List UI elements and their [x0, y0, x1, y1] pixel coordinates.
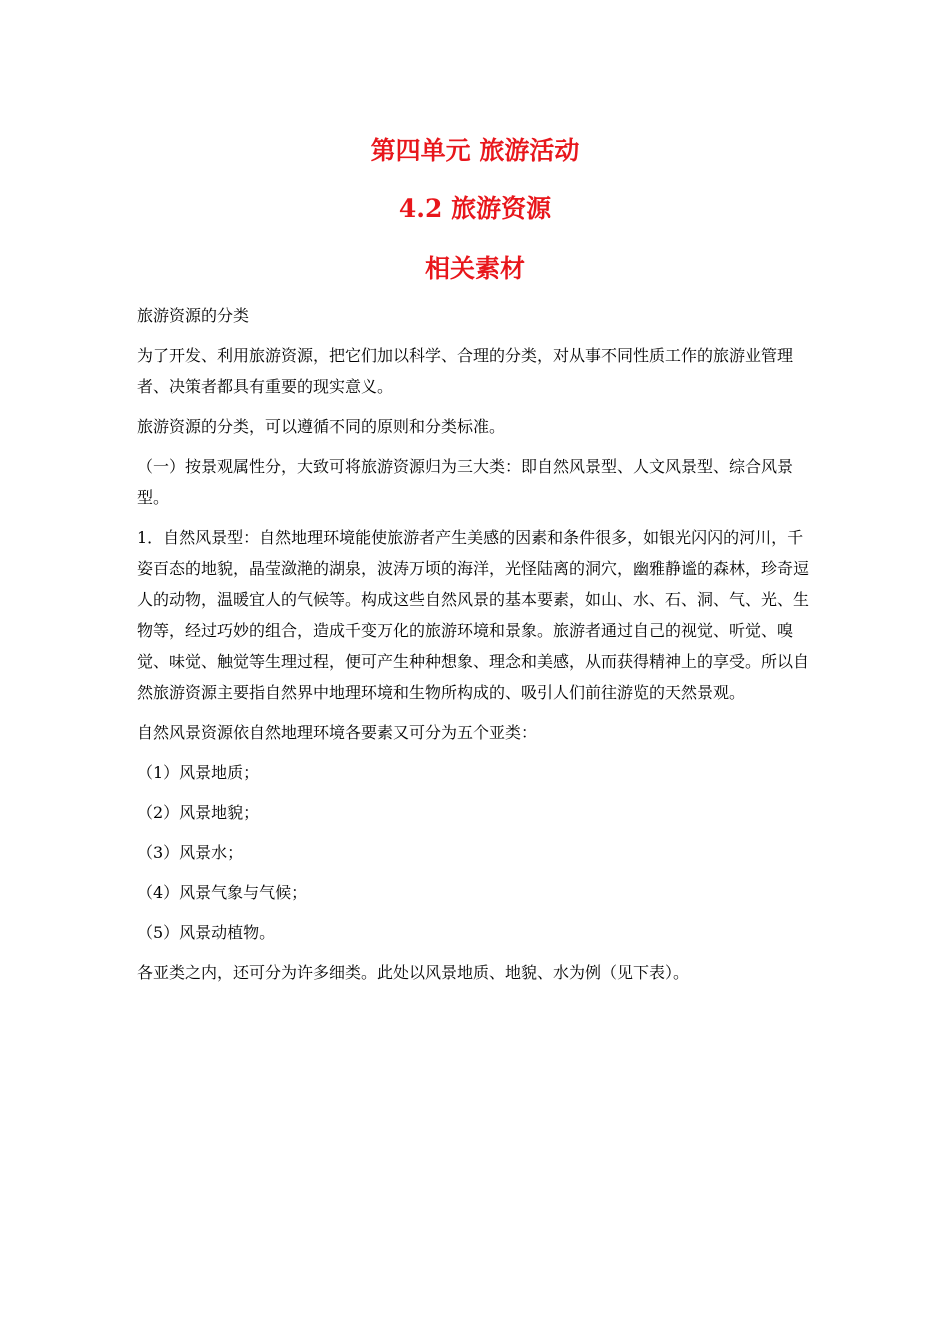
paragraph: 旅游资源的分类，可以遵循不同的原则和分类标准。 [137, 417, 506, 436]
lesson-title: 4.2 旅游资源 [398, 194, 552, 223]
list-item: （3）风景水； [137, 843, 244, 862]
list-item: （4）风景气象与气候； [137, 883, 308, 902]
section-title: 相关素材 [424, 254, 525, 283]
unit-title: 第四单元 旅游活动 [370, 136, 580, 165]
paragraph-subtitle: 旅游资源的分类 [137, 306, 250, 325]
document-body [137, 300, 813, 997]
paragraph: 1．自然风景型：自然地理环境能使旅游者产生美感的因素和条件很多，如银光闪闪的河川，千姿百态的地貌，晶莹潋滟的湖泉，波涛万顷的海洋，光怪陆离的洞穴，幽雅静谧的森林，珍奇逗人的动物，温暖宜人的气候等。构成这些自然风景的基本要素，如山、水、石、洞、气、光、生物等，经过巧妙的组合，造成千变万化的旅游环境和景象。旅游者通过自己的视觉、听觉、嗅觉、味觉、触觉等生理过程，便可产生种种想象、理念和美感，从而获得精神上的享受。所以自然旅游资源主要指自然界中地理环境和生物所构成的、吸引人们前往游览的天然景观。 [137, 528, 810, 702]
paragraph: 为了开发、利用旅游资源，把它们加以科学、合理的分类，对从事不同性质工作的旅游业管理者、决策者都具有重要的现实意义。 [137, 346, 794, 396]
paragraph: （一）按景观属性分，大致可将旅游资源归为三大类：即自然风景型、人文风景型、综合风景型。 [137, 457, 794, 507]
paragraph: 自然风景资源依自然地理环境各要素又可分为五个亚类： [137, 723, 538, 742]
paragraph: 各亚类之内，还可分为许多细类。此处以风景地质、地貌、水为例（见下表）。 [137, 963, 690, 982]
list-item: （2）风景地貌； [137, 803, 260, 822]
list-item: （1）风景地质； [137, 763, 260, 782]
list-item: （5）风景动植物。 [137, 923, 276, 942]
